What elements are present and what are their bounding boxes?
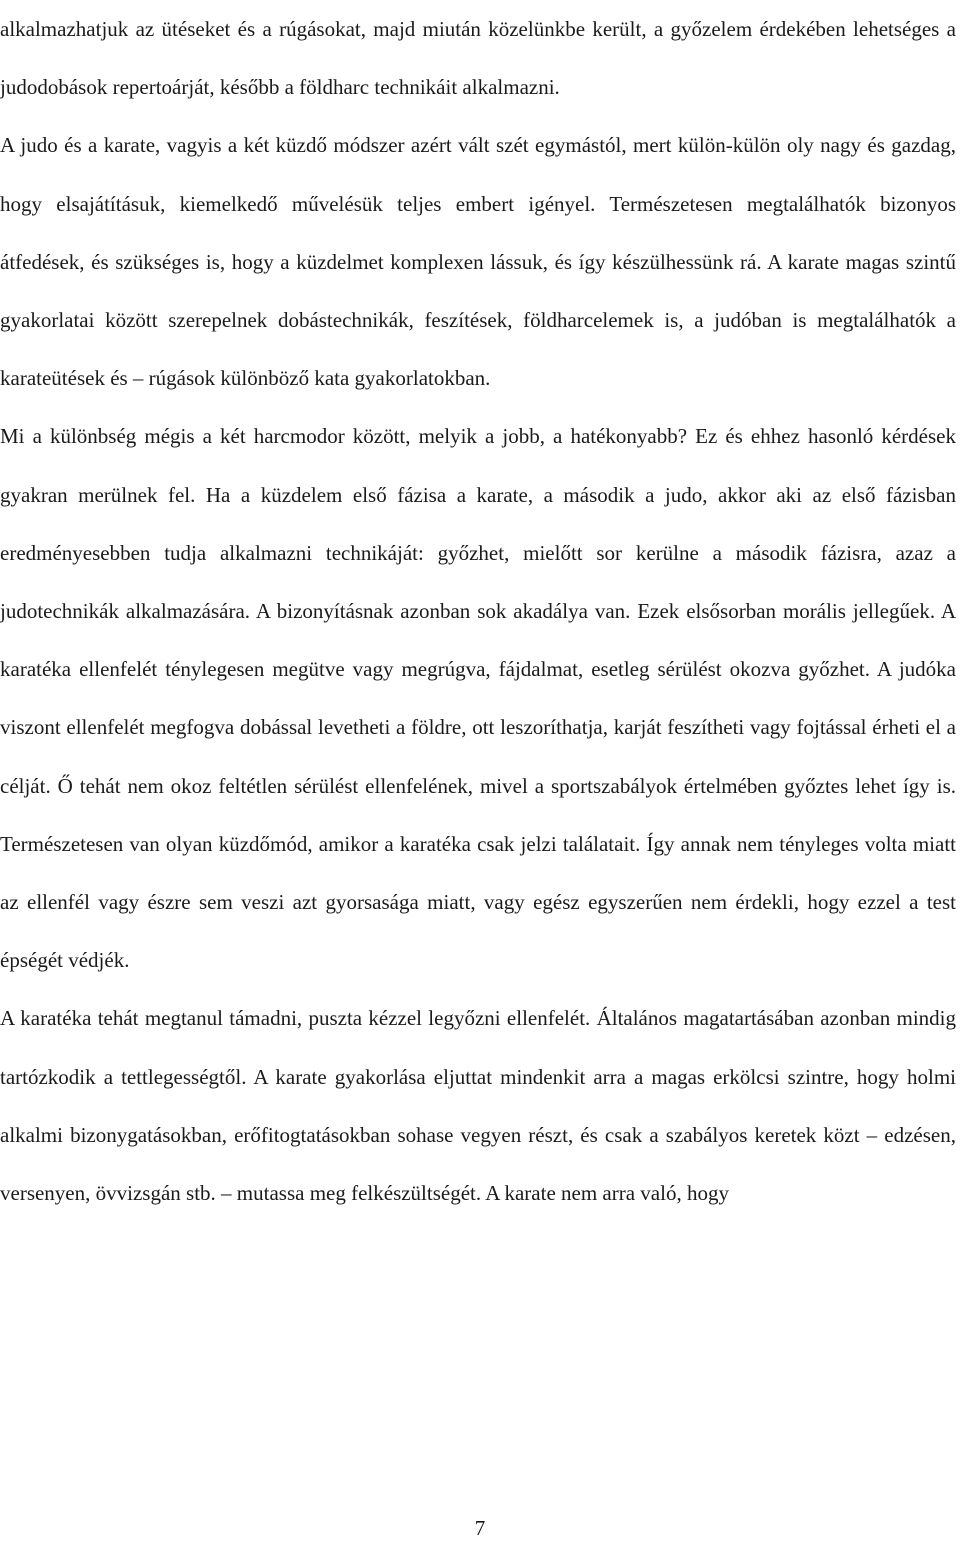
paragraph: Mi a különbség mégis a két harcmodor között, melyik a jobb, a hatékonyabb? Ez és ehhez hasonló kérdések gyakran merülnek fel. Ha a küzdelem első fázisa a karate, a második a judo, akkor aki az első fázisban eredményesebben tudja alkalmazni technikáját: győzhet, mielőtt sor kerülne a második fázisra, azaz a judotechnikák alkalmazására. A bizonyításnak azonban sok akadálya van. Ezek elsősorban morális jellegűek. A karatéka ellenfelét ténylegesen megütve vagy megrúgva, fájdalmat, esetleg sérülést okozva győzhet. A judóka viszont ellenfelét megfogva dobással levetheti a földre, ott leszoríthatja, karját feszítheti vagy fojtással érheti el a célját. Ő tehát nem okoz feltétlen sérülést ellenfelének, mivel a sportszabályok értelmében győztes lehet így is. Természetesen van olyan küzdőmód, amikor a karatéka csak jelzi találatait. Így annak nem tényleges volta miatt az ellenfél vagy észre sem veszi azt gyorsasága miatt, vagy egész egyszerűen nem érdekli, hogy ezzel a test épségét védjék. xyxy=(0,424,956,973)
paragraph: A judo és a karate, vagyis a két küzdő módszer azért vált szét egymástól, mert külön-külön oly nagy és gazdag, hogy elsajátításuk, kiemelkedő művelésük teljes embert igényel. Természetesen megtalálhatók bizonyos átfedések, és szükséges is, hogy a küzdelmet komplexen lássuk, és így készülhessünk rá. A karate magas szintű gyakorlatai között szerepelnek dobástechnikák, feszítések, földharcelemek is, a judóban is megtalálhatók a karateütések és – rúgások különböző kata gyakorlatokban. xyxy=(0,133,956,391)
paragraph: A karatéka tehát megtanul támadni, puszta kézzel legyőzni ellenfelét. Általános magatartásában azonban mindig tartózkodik a tettlegességtől. A karate gyakorlása eljuttat mindenkit arra a magas erkölcsi szintre, hogy holmi alkalmi bizonygatásokban, erőfitogtatásokban sohase vegyen részt, és csak a szabályos keretek közt – edzésen, versenyen, övvizsgán stb. – mutassa meg felkészültségét. A karate nem arra való, hogy xyxy=(0,1006,956,1206)
page-number: 7 xyxy=(474,1516,486,1540)
paragraph: alkalmazhatjuk az ütéseket és a rúgásokat, majd miután közelünkbe került, a győzelem érdekében lehetséges a judodobások repertoárját, később a földharc technikáit alkalmazni. xyxy=(0,17,956,100)
